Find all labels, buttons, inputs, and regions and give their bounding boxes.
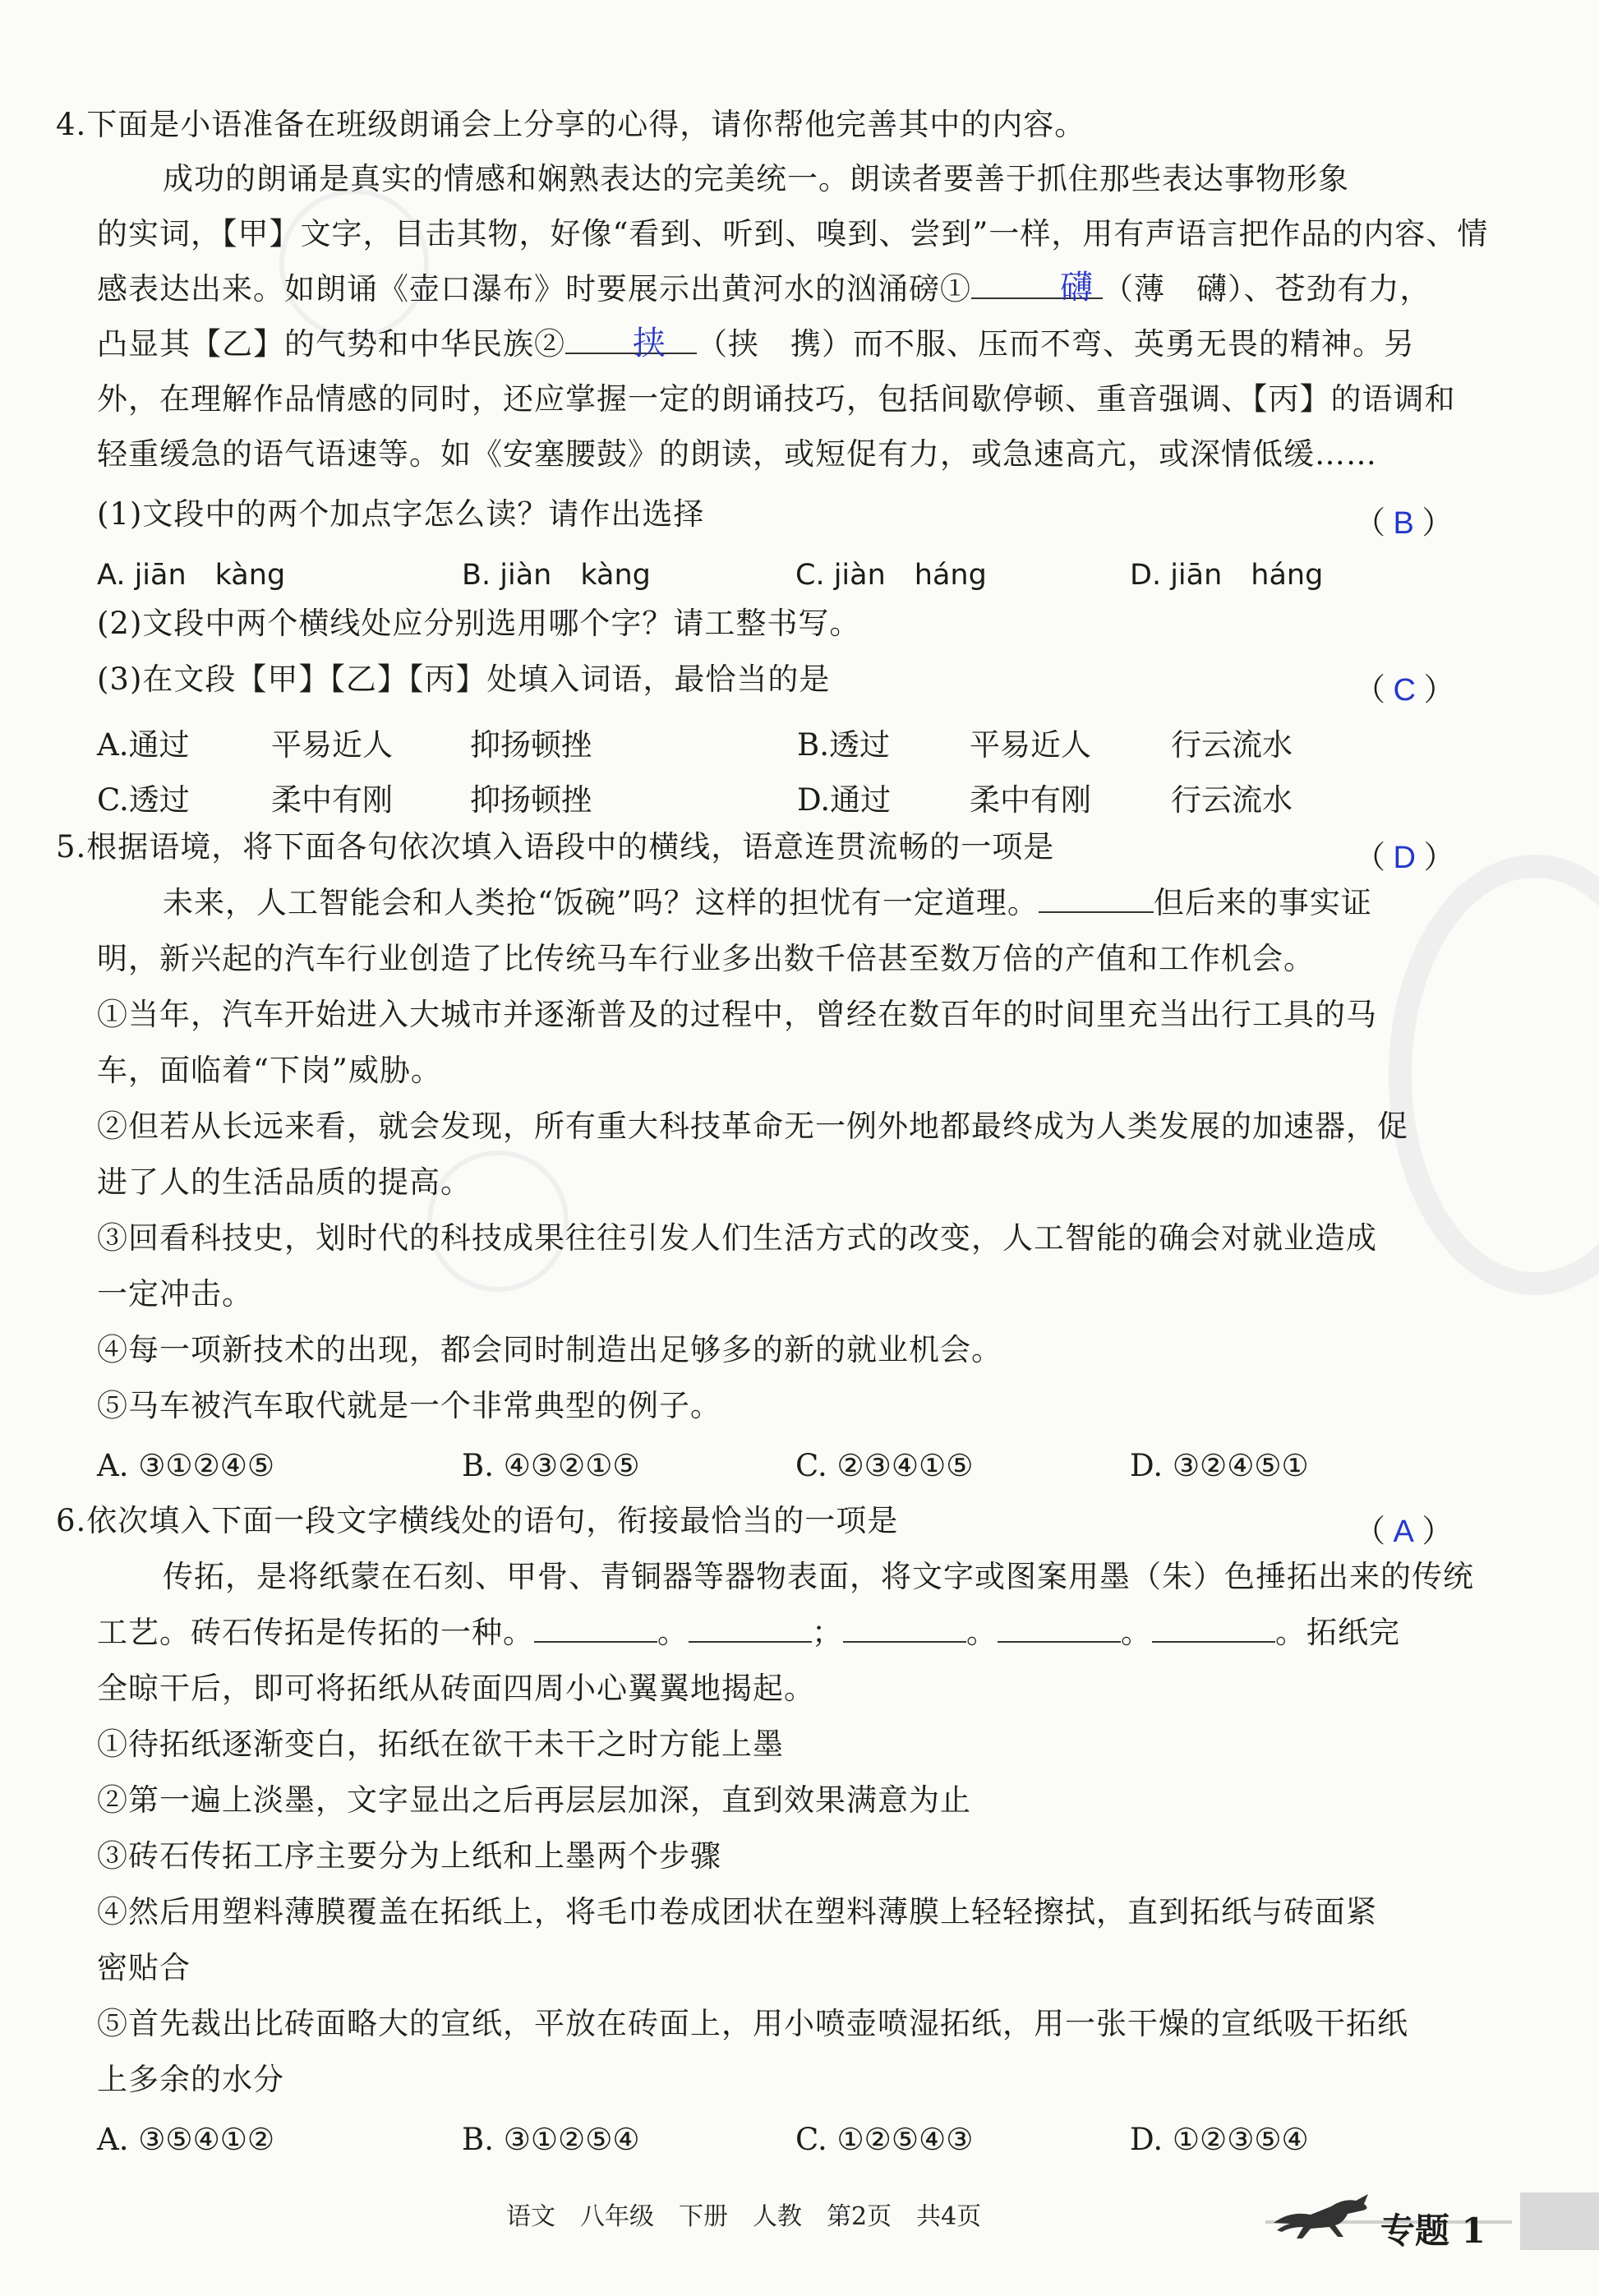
option[interactable]: C.透过 bbox=[97, 782, 190, 818]
option-word: 平易近人 bbox=[271, 727, 393, 763]
q6-item: ②第一遍上淡墨，文字显出之后再层层加深，直到效果满意为止 bbox=[97, 1782, 971, 1818]
q5-item: ⑤马车被汽车取代就是一个非常典型的例子。 bbox=[97, 1388, 721, 1423]
q6-item: ①待拓纸逐渐变白，拓纸在欲干未干之时方能上墨 bbox=[97, 1727, 784, 1762]
option[interactable]: C. ①②⑤④③ bbox=[795, 2122, 974, 2157]
option[interactable]: A. ③⑤④①② bbox=[97, 2122, 275, 2157]
blank[interactable] bbox=[1039, 911, 1154, 913]
option[interactable]: D. ①②③⑤④ bbox=[1130, 2122, 1309, 2157]
handwritten-answer-1: 礴 bbox=[1060, 269, 1093, 307]
blank[interactable] bbox=[843, 1641, 966, 1643]
option[interactable]: A. jiān kàng bbox=[97, 559, 286, 592]
q4-para-line: 成功的朗诵是真实的情感和娴熟表达的完美统一。朗读者要善于抓住那些表达事物形象 bbox=[163, 161, 1349, 196]
q5-para-line: 未来，人工智能会和人类抢“饭碗”吗？这样的担忧有一定道理。 但后来的事实证 bbox=[163, 885, 1372, 920]
blank-2[interactable] bbox=[565, 353, 697, 354]
q6-para-line: 工艺。砖石传拓是传拓的一种。 。 ； 。 。 。拓纸完 bbox=[97, 1615, 1400, 1650]
option[interactable]: A. ③①②④⑤ bbox=[97, 1448, 275, 1483]
option[interactable]: D.通过 bbox=[797, 782, 892, 818]
q6-item: 上多余的水分 bbox=[97, 2062, 284, 2097]
option[interactable]: D. jiān háng bbox=[1130, 559, 1324, 592]
q6-item: ⑤首先裁出比砖面略大的宣纸，平放在砖面上，用小喷壶喷湿拓纸，用一张干燥的宣纸吸干拓纸 bbox=[97, 2006, 1408, 2041]
q5-item: ③回看科技史，划时代的科技成果往往引发人们生活方式的改变，人工智能的确会对就业造成 bbox=[97, 1220, 1377, 1256]
q6-item: ④然后用塑料薄膜覆盖在拓纸上，将毛巾卷成团状在塑料薄膜上轻轻擦拭，直到拓纸与砖面紧 bbox=[97, 1894, 1377, 1929]
q4-para-line: 凸显其【乙】的气势和中华民族② （挟 携）而不服、压而不弯、英勇无畏的精神。另 bbox=[97, 326, 1415, 362]
option[interactable]: D. ③②④⑤① bbox=[1130, 1448, 1309, 1483]
option-word: 抑扬顿挫 bbox=[470, 727, 592, 763]
page-footer: 语文 八年级 下册 人教 第2页 共4页 bbox=[506, 2202, 982, 2231]
option[interactable]: B. jiàn kàng bbox=[462, 559, 651, 592]
q6-para-line: 传拓，是将纸蒙在石刻、甲骨、青铜器等器物表面，将文字或图案用墨（朱）色捶拓出来的传统 bbox=[163, 1559, 1474, 1594]
q5-para-line: 明，新兴起的汽车行业创造了比传统马车行业多出数千倍甚至数万倍的产值和工作机会。 bbox=[97, 941, 1315, 976]
blank[interactable] bbox=[534, 1641, 657, 1643]
corner-tab bbox=[1520, 2192, 1599, 2250]
answer-paren: （ B ） bbox=[1354, 506, 1454, 541]
q4-sub2: (2)文段中两个横线处应分别选用哪个字？请工整书写。 bbox=[97, 606, 861, 641]
handwritten-answer-2: 挟 bbox=[633, 325, 666, 362]
answer-paren: （ C ） bbox=[1354, 673, 1455, 708]
answer-paren: （ A ） bbox=[1354, 1515, 1454, 1549]
q5-item: 车，面临着“下岗”威胁。 bbox=[97, 1053, 442, 1088]
q5-item: 一定冲击。 bbox=[97, 1276, 253, 1312]
q6-item: 密贴合 bbox=[97, 1950, 191, 1985]
q5-stem: 5.根据语境，将下面各句依次填入语段中的横线，语意连贯流畅的一项是 bbox=[56, 829, 1055, 864]
q4-para-line: 轻重缓急的语气语速等。如《安塞腰鼓》的朗读，或短促有力，或急速高亢，或深情低缓…… bbox=[97, 436, 1377, 472]
option-word: 柔中有刚 bbox=[271, 782, 393, 818]
q4-stem: 4.下面是小语准备在班级朗诵会上分享的心得，请你帮他完善其中的内容。 bbox=[56, 107, 1086, 142]
blank[interactable] bbox=[998, 1641, 1121, 1643]
option[interactable]: C. jiàn háng bbox=[795, 559, 987, 592]
watermark-seal bbox=[1389, 855, 1599, 1295]
option-word: 抑扬顿挫 bbox=[470, 782, 592, 818]
answer-paren: （ D ） bbox=[1354, 841, 1455, 875]
option-word: 柔中有刚 bbox=[970, 782, 1091, 818]
blank[interactable] bbox=[689, 1641, 812, 1643]
option[interactable]: B. ④③②①⑤ bbox=[462, 1448, 640, 1483]
q6-stem: 6.依次填入下面一段文字横线处的语句，衔接最恰当的一项是 bbox=[56, 1503, 899, 1538]
blank[interactable] bbox=[1152, 1641, 1275, 1643]
q4-para-line: 感表达出来。如朗诵《壶口瀑布》时要展示出黄河水的汹涌磅① （薄 礴）、苍劲有力， bbox=[97, 271, 1431, 307]
option-word: 平易近人 bbox=[970, 727, 1091, 763]
option[interactable]: A.通过 bbox=[97, 727, 190, 763]
option[interactable]: C. ②③④①⑤ bbox=[795, 1448, 974, 1483]
option[interactable]: B. ③①②⑤④ bbox=[462, 2122, 640, 2157]
q6-para-line: 全晾干后，即可将拓纸从砖面四周小心翼翼地揭起。 bbox=[97, 1671, 815, 1706]
q4-sub3: (3)在文段【甲】【乙】【丙】处填入词语，最恰当的是 bbox=[97, 662, 831, 697]
q5-item: 进了人的生活品质的提高。 bbox=[97, 1164, 472, 1200]
q4-sub1: (1)文段中的两个加点字怎么读？请作出选择 bbox=[97, 496, 705, 532]
topic-label: 专题 1 bbox=[1380, 2211, 1486, 2251]
horse-icon bbox=[1265, 2186, 1380, 2243]
option-word: 行云流水 bbox=[1171, 727, 1293, 763]
q5-item: ④每一项新技术的出现，都会同时制造出足够多的新的就业机会。 bbox=[97, 1332, 1002, 1367]
option-word: 行云流水 bbox=[1171, 782, 1293, 818]
q6-item: ③砖石传拓工序主要分为上纸和上墨两个步骤 bbox=[97, 1838, 721, 1874]
q4-para-line: 的实词，【甲】文字，目击其物，好像“看到、听到、嗅到、尝到”一样，用有声语言把作品的内容、情 bbox=[97, 216, 1489, 251]
q5-item: ②但若从长远来看，就会发现，所有重大科技革命无一例外地都最终成为人类发展的加速器，促 bbox=[97, 1109, 1408, 1144]
q5-item: ①当年，汽车开始进入大城市并逐渐普及的过程中，曾经在数百年的时间里充当出行工具的马 bbox=[97, 997, 1377, 1032]
q4-para-line: 外，在理解作品情感的同时，还应掌握一定的朗诵技巧，包括间歇停顿、重音强调、【丙】的语调和 bbox=[97, 381, 1456, 417]
option[interactable]: B.透过 bbox=[797, 727, 890, 763]
